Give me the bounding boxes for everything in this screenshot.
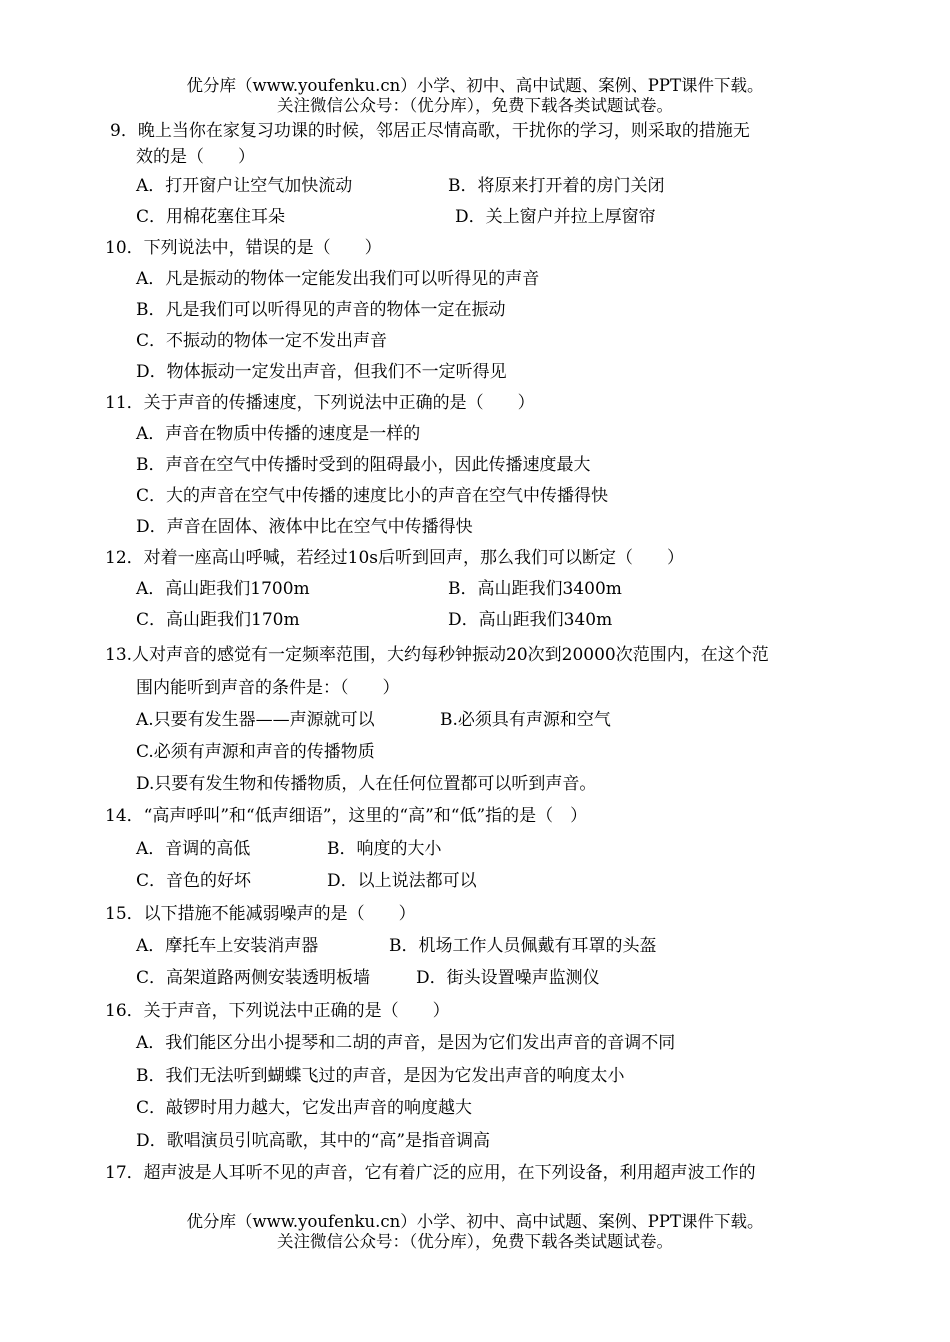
q14-option-b: B．响度的大小 [327,839,442,859]
q16-option-d: D．歌唱演员引吭高歌，其中的“高”是指音调高 [136,1131,491,1151]
q16-option-c: C．敲锣时用力越大，它发出声音的响度越大 [136,1098,473,1118]
q17-stem: 17．超声波是人耳听不见的声音，它有着广泛的应用，在下列设备，利用超声波工作的 [105,1163,756,1183]
q9-stem-line2: 效的是（ ） [136,147,255,167]
q15-option-b: B．机场工作人员佩戴有耳罩的头盔 [389,936,657,956]
q11-option-b: B．声音在空气中传播时受到的阻碍最小，因此传播速度最大 [136,455,591,475]
q10-option-a: A．凡是振动的物体一定能发出我们可以听得见的声音 [136,269,540,289]
q11-option-c: C．大的声音在空气中传播的速度比小的声音在空气中传播得快 [136,486,609,506]
q9-option-a: A．打开窗户让空气加快流动 [136,176,353,196]
q13-stem-line1: 13.人对声音的感觉有一定频率范围，大约每秒钟振动20次到20000次范围内，在这个范 [105,645,769,665]
q9-option-c: C．用棉花塞住耳朵 [136,207,286,227]
q14-option-a: A．音调的高低 [136,839,251,859]
q10-option-c: C．不振动的物体一定不发出声音 [136,331,388,351]
header-line-1: 优分库（www.youfenku.cn）小学、初中、高中试题、案例、PPT课件下载。 [186,76,764,95]
q15-option-c: C．高架道路两侧安装透明板墙 [136,968,371,988]
q13-option-a: A.只要有发生器——声源就可以 [136,710,375,730]
q15-stem: 15．以下措施不能减弱噪声的是（ ） [105,904,416,924]
q15-option-a: A．摩托车上安装消声器 [136,936,319,956]
q16-stem: 16．关于声音，下列说法中正确的是（ ） [105,1001,450,1021]
q11-option-a: A．声音在物质中传播的速度是一样的 [136,424,421,444]
page-footer [0,1212,950,1252]
q14-option-c: C．音色的好坏 [136,871,252,891]
q12-option-a: A．高山距我们1700m [136,579,310,599]
q10-option-d: D．物体振动一定发出声音，但我们不一定听得见 [136,362,507,382]
q14-stem: 14．“高声呼叫”和“低声细语”，这里的“高”和“低”指的是（ ） [105,806,588,826]
q13-option-d: D.只要有发生物和传播物质，人在任何位置都可以听到声音。 [136,774,597,794]
q10-stem: 10．下列说法中，错误的是（ ） [105,238,382,258]
q13-option-c: C.必须有声源和声音的传播物质 [136,742,375,762]
q16-option-b: B．我们无法听到蝴蝶飞过的声音，是因为它发出声音的响度太小 [136,1066,625,1086]
q12-option-d: D．高山距我们340m [448,610,613,630]
q16-option-a: A．我们能区分出小提琴和二胡的声音，是因为它们发出声音的音调不同 [136,1033,676,1053]
q9-option-b: B．将原来打开着的房门关闭 [448,176,665,196]
q11-stem: 11．关于声音的传播速度，下列说法中正确的是（ ） [105,393,535,413]
footer-line-1: 优分库（www.youfenku.cn）小学、初中、高中试题、案例、PPT课件下载。 [186,1212,764,1231]
q9-stem-line1: 9．晚上当你在家复习功课的时候，邻居正尽情高歌，干扰你的学习，则采取的措施无 [110,121,750,141]
q9-option-d: D．关上窗户并拉上厚窗帘 [455,207,656,227]
q12-option-b: B．高山距我们3400m [448,579,622,599]
q10-option-b: B．凡是我们可以听得见的声音的物体一定在振动 [136,300,506,320]
q15-option-d: D．街头设置噪声监测仪 [416,968,600,988]
q14-option-d: D．以上说法都可以 [327,871,477,891]
q12-option-c: C．高山距我们170m [136,610,300,630]
q13-option-b: B.必须具有声源和空气 [440,710,611,730]
footer-line-2: 关注微信公众号：（优分库），免费下载各类试题试卷。 [277,1232,673,1251]
q13-stem-line2: 围内能听到声音的条件是：（ ） [136,678,400,698]
q11-option-d: D．声音在固体、液体中比在空气中传播得快 [136,517,473,537]
header-line-2: 关注微信公众号：（优分库），免费下载各类试题试卷。 [277,96,673,115]
q12-stem: 12．对着一座高山呼喊，若经过10s后听到回声，那么我们可以断定（ ） [105,548,684,568]
page-header [0,76,950,116]
